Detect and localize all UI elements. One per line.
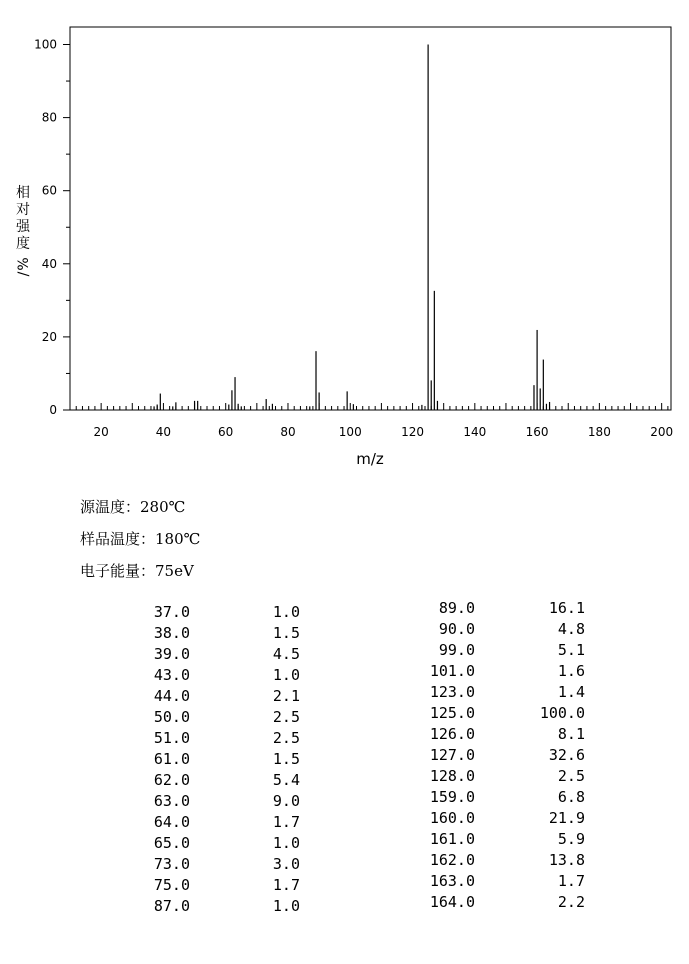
table-cell-mz: 162.0: [429, 851, 475, 869]
table-cell-intensity: 1.0: [272, 897, 300, 915]
table-cell-intensity: 4.5: [272, 645, 300, 663]
table-cell-mz: 39.0: [153, 645, 190, 663]
y-axis-label-char: 强: [16, 219, 30, 235]
table-cell-intensity: 8.1: [557, 725, 585, 743]
condition-value: 75eV: [155, 562, 194, 580]
table-cell-mz: 164.0: [429, 893, 475, 911]
x-tick-label: 20: [93, 425, 109, 439]
table-cell-mz: 89.0: [438, 599, 475, 617]
table-cell-mz: 87.0: [153, 897, 190, 915]
table-cell-intensity: 1.0: [272, 834, 300, 852]
table-cell-mz: 61.0: [153, 750, 190, 768]
table-right-mz-column: [395, 598, 475, 913]
table-left-mz-column: [120, 602, 190, 917]
table-cell-mz: 127.0: [429, 746, 475, 764]
table-cell-mz: 160.0: [429, 809, 475, 827]
x-tick-label: 80: [280, 425, 296, 439]
table-cell-intensity: 3.0: [272, 855, 300, 873]
table-cell-intensity: 1.4: [557, 683, 585, 701]
condition-label: 样品温度：: [80, 530, 156, 548]
table-cell-intensity: 6.8: [557, 788, 585, 806]
table-cell-intensity: 4.8: [557, 620, 585, 638]
table-cell-intensity: 1.7: [272, 876, 300, 894]
table-cell-intensity: 2.5: [272, 708, 300, 726]
table-cell-mz: 44.0: [153, 687, 190, 705]
condition-label: 电子能量：: [80, 562, 156, 580]
table-cell-intensity: 5.4: [272, 771, 300, 789]
y-tick-label: 40: [41, 256, 57, 271]
table-cell-mz: 161.0: [429, 830, 475, 848]
table-cell-intensity: 9.0: [272, 792, 300, 810]
y-axis-label-char: /: [16, 271, 32, 277]
table-cell-intensity: 16.1: [548, 599, 585, 617]
y-axis-label: [16, 184, 32, 276]
y-tick-label: 60: [41, 183, 57, 198]
table-cell-intensity: 32.6: [548, 746, 585, 764]
table-cell-mz: 63.0: [153, 792, 190, 810]
table-cell-mz: 101.0: [429, 662, 475, 680]
table-cell-intensity: 1.6: [557, 662, 585, 680]
y-axis-label-char: %: [16, 257, 32, 271]
y-tick-label: 20: [41, 329, 57, 344]
condition-electron-energy: [80, 562, 194, 580]
table-left-intensity-column: [230, 602, 300, 917]
x-tick-label: 180: [587, 425, 611, 439]
table-cell-intensity: 2.5: [272, 729, 300, 747]
table-cell-intensity: 2.5: [557, 767, 585, 785]
y-tick-label: 80: [41, 110, 57, 125]
x-tick-label: 200: [650, 425, 674, 439]
table-cell-mz: 50.0: [153, 708, 190, 726]
y-axis-label-char: 度: [16, 236, 30, 252]
table-cell-mz: 43.0: [153, 666, 190, 684]
table-cell-mz: 126.0: [429, 725, 475, 743]
condition-sample-temp: [80, 530, 200, 548]
table-right-intensity-column: [505, 598, 585, 913]
x-axis-label: m/z: [356, 450, 384, 468]
table-cell-intensity: 13.8: [548, 851, 585, 869]
table-cell-intensity: 1.5: [272, 750, 300, 768]
table-cell-intensity: 21.9: [548, 809, 585, 827]
table-cell-intensity: 1.0: [272, 666, 300, 684]
table-cell-mz: 123.0: [429, 683, 475, 701]
peak-bars: [154, 45, 549, 411]
x-tick-label: 40: [155, 425, 172, 439]
y-axis-label-char: 相: [16, 185, 30, 201]
table-cell-intensity: 1.7: [557, 872, 585, 890]
table-cell-intensity: 1.7: [272, 813, 300, 831]
table-cell-mz: 90.0: [438, 620, 475, 638]
table-cell-mz: 73.0: [153, 855, 190, 873]
condition-value: 180℃: [155, 530, 201, 548]
condition-label: 源温度：: [80, 498, 141, 516]
y-tick-label: 100: [34, 37, 57, 52]
axis-ticks: [63, 45, 668, 411]
condition-value: 280℃: [140, 498, 186, 516]
axis-tick-labels: [34, 38, 673, 440]
table-cell-intensity: 2.2: [557, 893, 585, 911]
mass-spectrum-chart: [0, 0, 689, 480]
table-cell-mz: 128.0: [429, 767, 475, 785]
table-cell-intensity: 100.0: [539, 704, 585, 722]
table-cell-mz: 65.0: [153, 834, 190, 852]
table-cell-mz: 163.0: [429, 872, 475, 890]
y-tick-label: 0: [49, 403, 57, 417]
table-cell-mz: 99.0: [438, 641, 475, 659]
table-cell-mz: 64.0: [153, 813, 190, 831]
table-cell-intensity: 1.0: [272, 603, 300, 621]
table-cell-intensity: 1.5: [272, 624, 300, 642]
table-cell-mz: 51.0: [153, 729, 190, 747]
x-tick-label: 60: [218, 425, 234, 439]
table-cell-mz: 38.0: [153, 624, 190, 642]
table-cell-mz: 62.0: [153, 771, 190, 789]
table-cell-mz: 159.0: [429, 788, 475, 806]
x-tick-label: 140: [463, 425, 487, 439]
y-axis-label-char: 对: [16, 202, 30, 218]
table-cell-mz: 125.0: [429, 704, 475, 722]
table-cell-intensity: 5.9: [557, 830, 585, 848]
table-cell-mz: 75.0: [153, 876, 190, 894]
x-tick-label: 160: [525, 425, 549, 439]
x-tick-label: 120: [401, 425, 424, 439]
plot-frame: [70, 27, 671, 410]
table-cell-intensity: 2.1: [272, 687, 300, 705]
table-cell-intensity: 5.1: [557, 641, 585, 659]
table-cell-mz: 37.0: [153, 603, 190, 621]
x-tick-label: 100: [338, 425, 362, 439]
condition-source-temp: [80, 498, 185, 516]
